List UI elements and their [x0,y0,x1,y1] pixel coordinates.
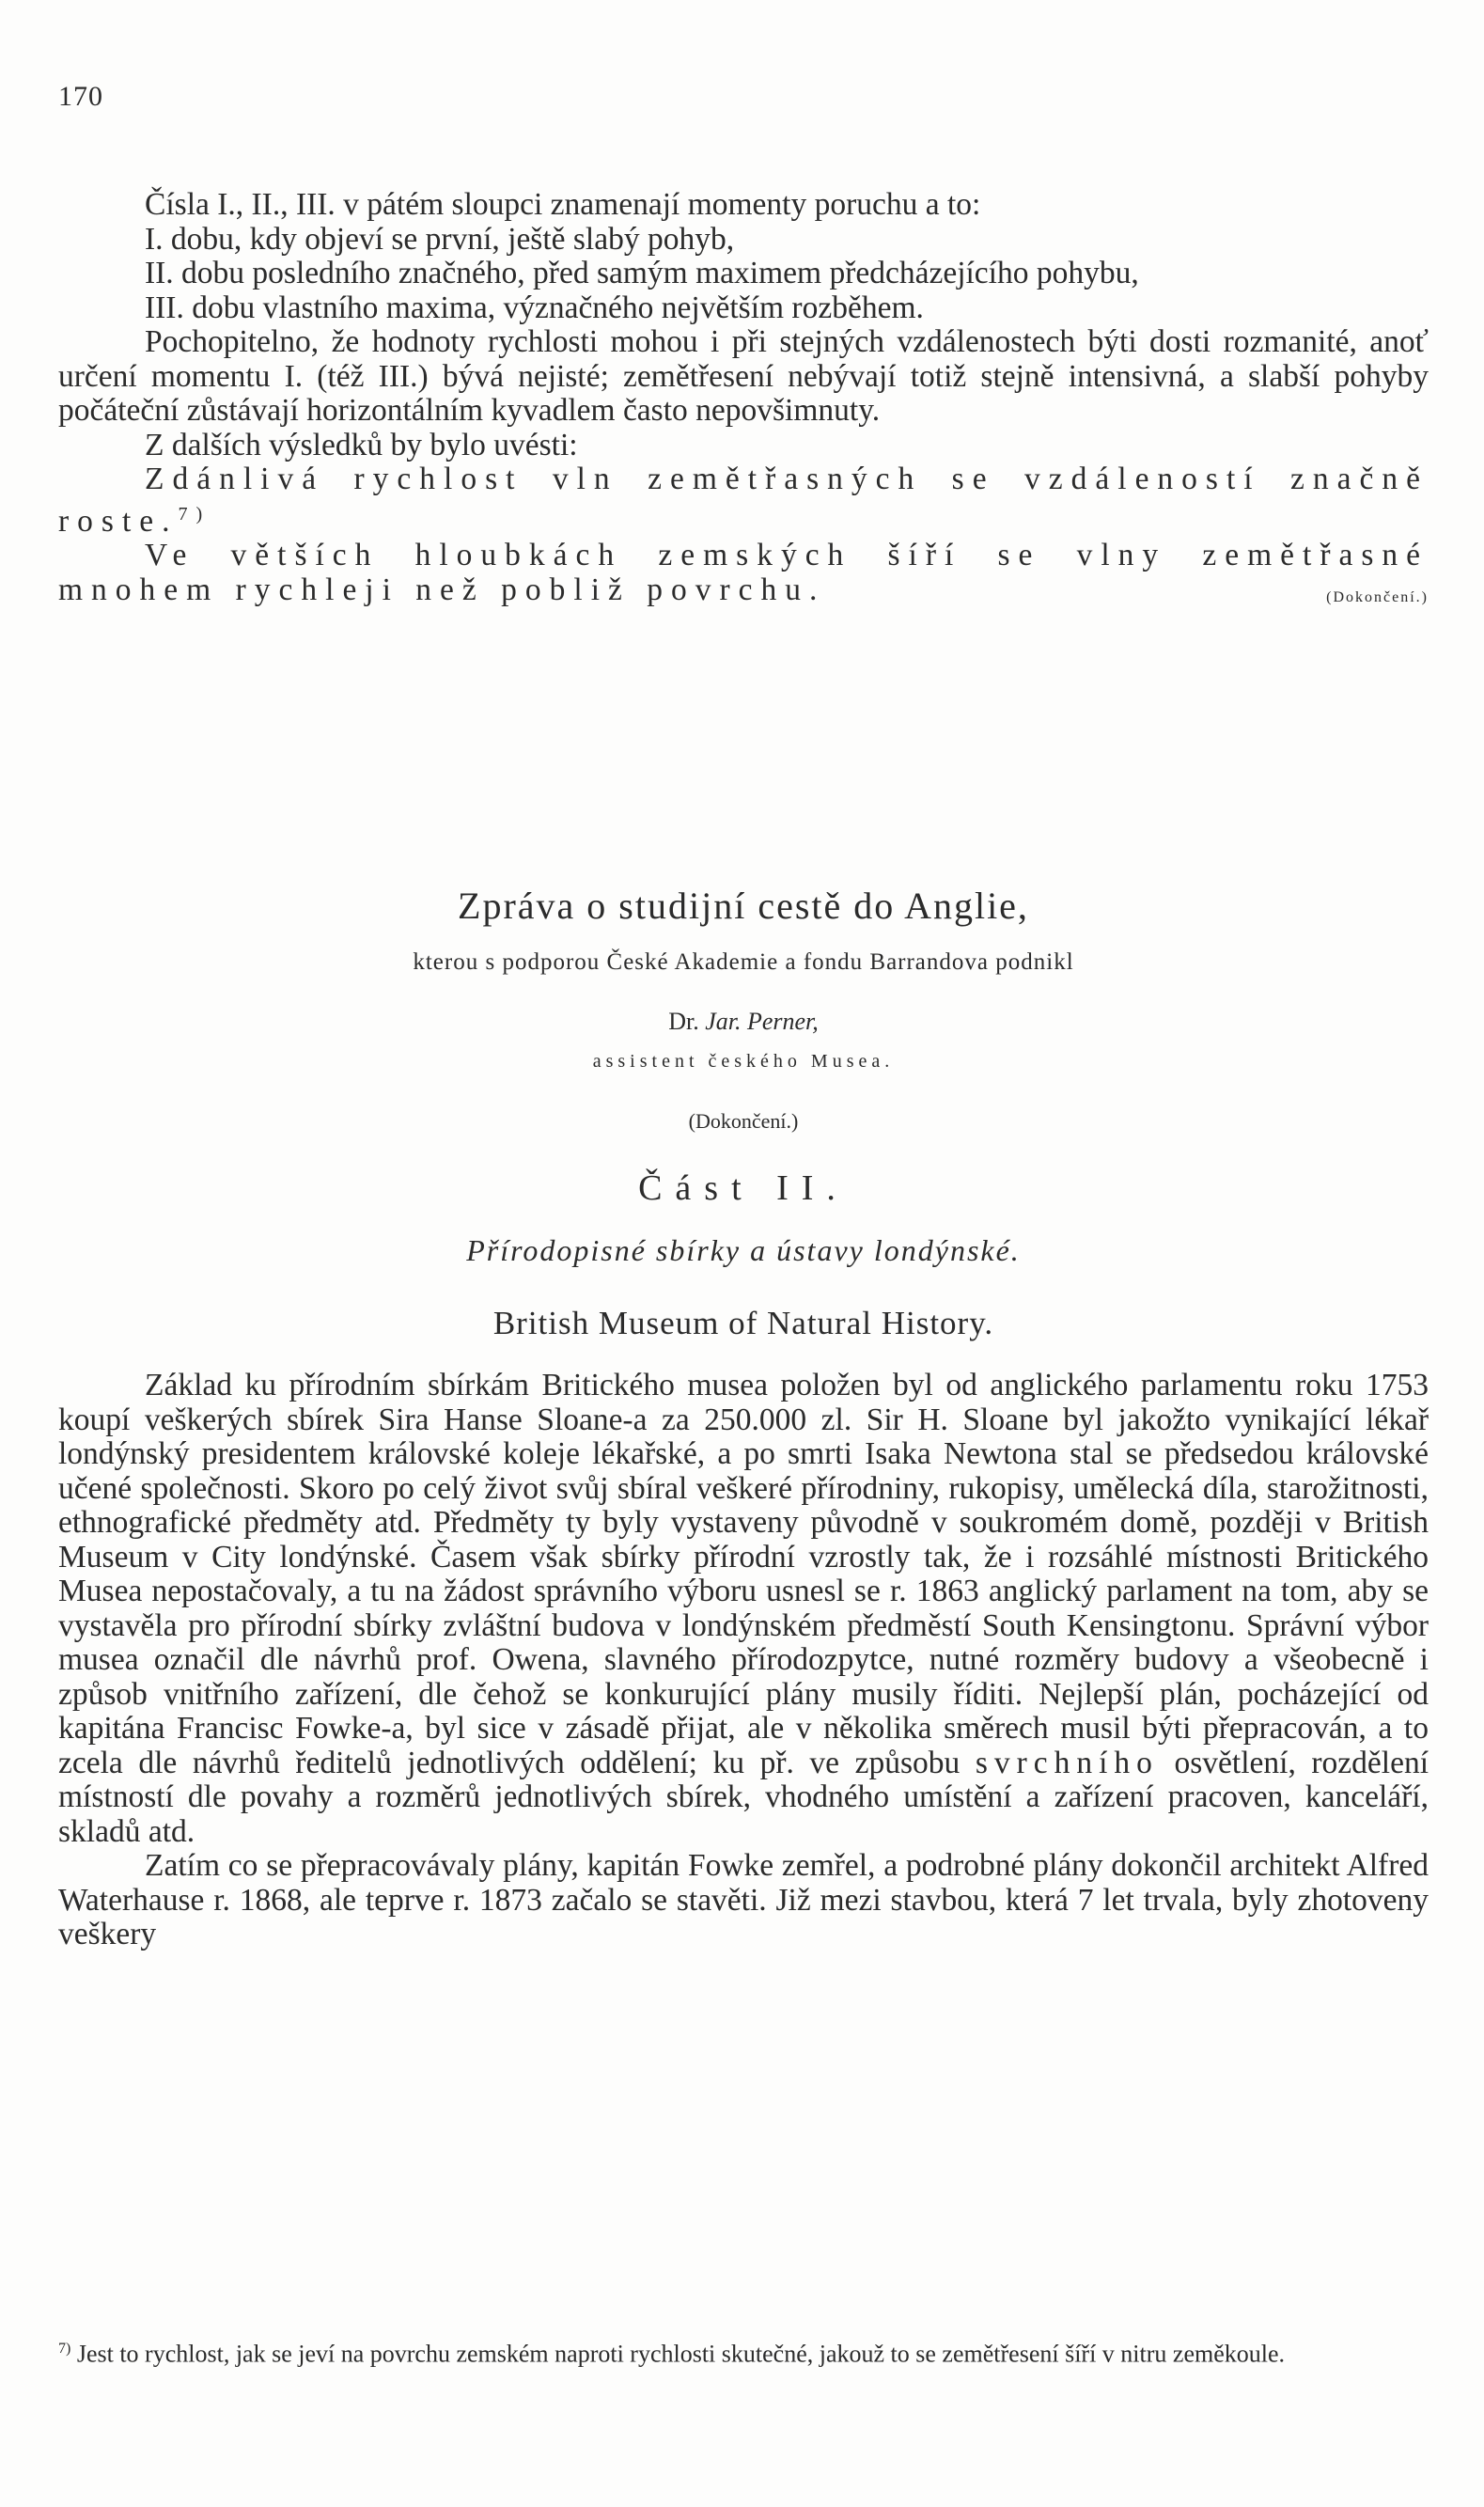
paragraph-text: Zdánlivá rychlost vln zemětřasných se vzdáleností značně roste. [58,462,1429,539]
paragraph-text: Základ ku přírodním sbírkám Britického musea položen byl od anglického parlamentu roku 1753 koupí veškerých sbírek Sira Hanse Sloane-a za 250.000 zl. Sir H. Sloane byl jakožto vynikající lékař londýnský presidentem královské koleje lékařské, a po smrti Isaka Newtona stal se předsedou královské učené společnosti. Skoro po celý život svůj sbíral veškeré přírodniny, rukopisy, umělecká díla, starožitnosti, ethnografické předměty atd. Předměty ty byly vystaveny původně v soukromém domě, později v British Museum v City londýnské. Časem však sbírky přírodní vzrostly tak, že i rozsáhlé místnosti Britického Musea nepostačovaly, a tu na žádost správního výboru usnesl se r. 1863 anglický parlament na tom, aby se vystavěla pro přírodní sbírky zvláštní budova v londýnském předměstí South Kensingtonu. Správní výbor musea označil dle návrhů prof. Owena, slavného přírodozpytce, nutné rozměry budovy a všeobecně i způsob vnitřního zařízení, dle čehož se konkurující plány musily říditi. Nejlepší plán, pocházející od kapitána Francisc Fowke-a, byl sice v zásadě přijat, ale v několika směrech musil býti přepracován, a to zcela dle návrhů ředitelů jednotlivých oddělení; ku př. ve způsobu [58,1368,1429,1780]
footnote-reference: 7) [178,503,211,525]
paragraph: II. dobu posledního značného, před samým maximem předcházejícího pohybu, [145,256,1139,290]
paragraph: Z dalších výsledků by bylo uvésti: [145,427,578,462]
footnote-mark: 7) [58,2341,71,2357]
article-body [58,1369,1429,1952]
author-role: assistent českého Musea. [592,1051,895,1072]
paragraph-spaced [58,462,1429,539]
continuation-note: (Dokončení.) [1326,588,1429,605]
paragraph: I. dobu, kdy objeví se první, ještě slabý pohyb, [145,221,735,257]
paragraph: Zatím co se přepracovávaly plány, kapitán Fowke zemřel, a podrobné plány dokončil architekt Alfred Waterhause r. 1868, ale teprve r. 1873 začalo se stavěti. Již mezi stavbou, která 7 let trvala, byly zhotoveny veškery [58,1848,1429,1951]
paragraph: Pochopitelno, že hodnoty rychlosti mohou i při stejných vzdálenostech býti dosti rozmanité, anoť určení momentu I. (též III.) bývá nejisté; zemětřesení nebývají totiž stejně intensivná, a slabší pohyby počáteční zůstávají horizontálním kyvadlem často nepovšimnuty. [58,324,1429,428]
continuation-label: (Dokončení.) [688,1109,799,1133]
paragraph-text: osvětlení, rozdělení místností dle povahy a rozměrů jednotlivých sbírek, vhodného umístění a zařízení pracoven, kanceláří, skladů atd. [58,1745,1429,1849]
article-subtitle: kterou s podporou České Akademie a fondu Barrandova podnikl [413,949,1074,975]
footnote-text: Jest to rychlost, jak se jeví na povrchu zemském naproti rychlosti skutečné, jakouž to se zemětřesení šíří v nitru zeměkoule. [76,2340,1286,2368]
intro-text [58,188,1429,615]
page-number: 170 [58,81,103,112]
author-prefix: Dr. [668,1008,699,1035]
paragraph [58,1369,1429,1849]
spaced-word: svrchního [975,1745,1159,1780]
author-name: Jar. Perner, [705,1008,819,1035]
paragraph-spaced [58,539,1429,607]
author-line [58,1008,1429,1036]
paragraph-text: Ve větších hloubkách zemských šíří se vlny zemětřasné mnohem rychleji než pobliž povrchu. [58,538,1429,607]
paragraph: Čísla I., II., III. v pátém sloupci znamenají momenty poruchu a to: [145,187,981,222]
section-heading: Přírodopisné sbírky a ústavy londýnské. [466,1233,1021,1267]
subsection-heading: British Museum of Natural History. [492,1305,994,1341]
paragraph: III. dobu vlastního maxima, význačného největším rozběhem. [145,290,924,325]
part-heading: Část II. [638,1168,849,1208]
article-title: Zpráva o studijní cestě do Anglie, [458,885,1029,927]
footnote [58,2334,1429,2370]
